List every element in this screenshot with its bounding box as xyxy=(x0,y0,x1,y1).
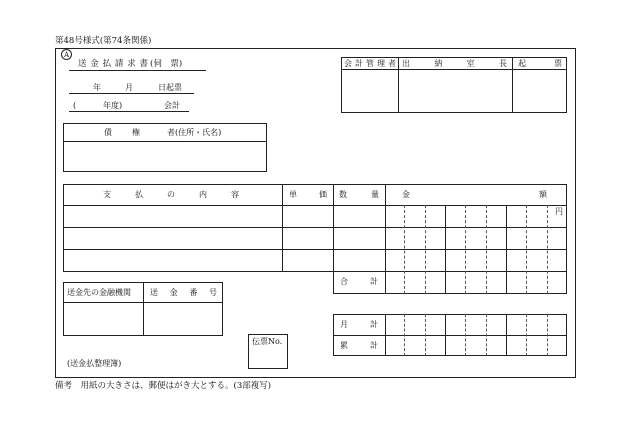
form-title: 送 金 払 請 求 書 xyxy=(78,59,148,69)
creditor-header-line xyxy=(63,141,267,142)
form-title-suffix: (伺 票) xyxy=(150,59,183,69)
approval-header-line xyxy=(341,69,567,70)
total-label: 合 計 xyxy=(340,277,378,286)
footnote: 備考 用紙の大きさは、郵便はがき大とする。(3部複写) xyxy=(55,381,272,391)
digit-col-5 xyxy=(486,205,487,294)
unit-price-header: 単 価 xyxy=(289,190,327,199)
digit-col-3 xyxy=(445,205,446,294)
mc-digit-col-3 xyxy=(445,314,446,356)
creditor-label: 債 権 xyxy=(104,128,140,137)
fiscal-underline xyxy=(69,111,189,112)
yen-unit: 円 xyxy=(555,207,563,216)
creditor-label-tail: 者(住所・氏名) xyxy=(167,128,222,137)
payment-row-line-1 xyxy=(63,227,567,228)
payment-header-line xyxy=(63,205,567,206)
monthly-cumulative-divider xyxy=(333,335,567,336)
stamp-mark: A xyxy=(61,49,72,60)
form-id: 第48号様式(第74条関係) xyxy=(55,36,152,46)
date-month-label: 月 xyxy=(125,83,133,92)
mc-digit-col-6 xyxy=(506,314,507,356)
quantity-header: 数 量 xyxy=(339,190,379,199)
digit-col-8 xyxy=(547,205,548,294)
digit-col-1 xyxy=(404,205,405,294)
content-divider xyxy=(282,184,283,272)
mc-digit-col-7 xyxy=(526,314,527,356)
date-day-label: 日起票 xyxy=(158,83,182,92)
date-year-label: 年 xyxy=(93,83,101,92)
drafter-label: 起 票 xyxy=(518,59,562,68)
monthly-total-label: 月 計 xyxy=(340,320,378,329)
fiscal-open-paren: ( xyxy=(73,101,77,110)
slip-no-label: 伝票No. xyxy=(252,337,283,346)
fiscal-account-label: 会計 xyxy=(164,101,180,110)
title-underline xyxy=(69,70,206,71)
mc-digit-col-1 xyxy=(404,314,405,356)
cumulative-total-label: 累 計 xyxy=(340,341,378,350)
remittance-number-label: 送 金 番 号 xyxy=(150,288,217,297)
digit-col-2 xyxy=(425,205,426,294)
digit-col-4 xyxy=(465,205,466,294)
creditor-box xyxy=(63,123,267,172)
approval-divider-2 xyxy=(512,57,513,113)
fiscal-year-label: 年度) xyxy=(103,101,123,110)
ledger-note: (送金払整理簿) xyxy=(67,359,122,368)
payment-row-line-2 xyxy=(63,249,567,250)
treasurer-label: 出 納 室 長 xyxy=(402,59,507,68)
mc-digit-col-2 xyxy=(425,314,426,356)
bank-divider xyxy=(143,282,144,336)
mc-digit-col-4 xyxy=(465,314,466,356)
digit-col-7 xyxy=(526,205,527,294)
date-underline xyxy=(69,93,194,94)
approval-divider-1 xyxy=(398,57,399,113)
amount-header: 金 額 xyxy=(402,190,547,199)
monthly-label-divider xyxy=(385,314,386,356)
content-header: 支 払 の 内 容 xyxy=(103,190,239,199)
manager-label: 会 計 管 理 者 xyxy=(344,59,396,68)
mc-digit-col-5 xyxy=(486,314,487,356)
digit-col-6 xyxy=(506,205,507,294)
bank-label: 送金先の金融機関 xyxy=(67,288,131,297)
mc-digit-col-8 xyxy=(547,314,548,356)
